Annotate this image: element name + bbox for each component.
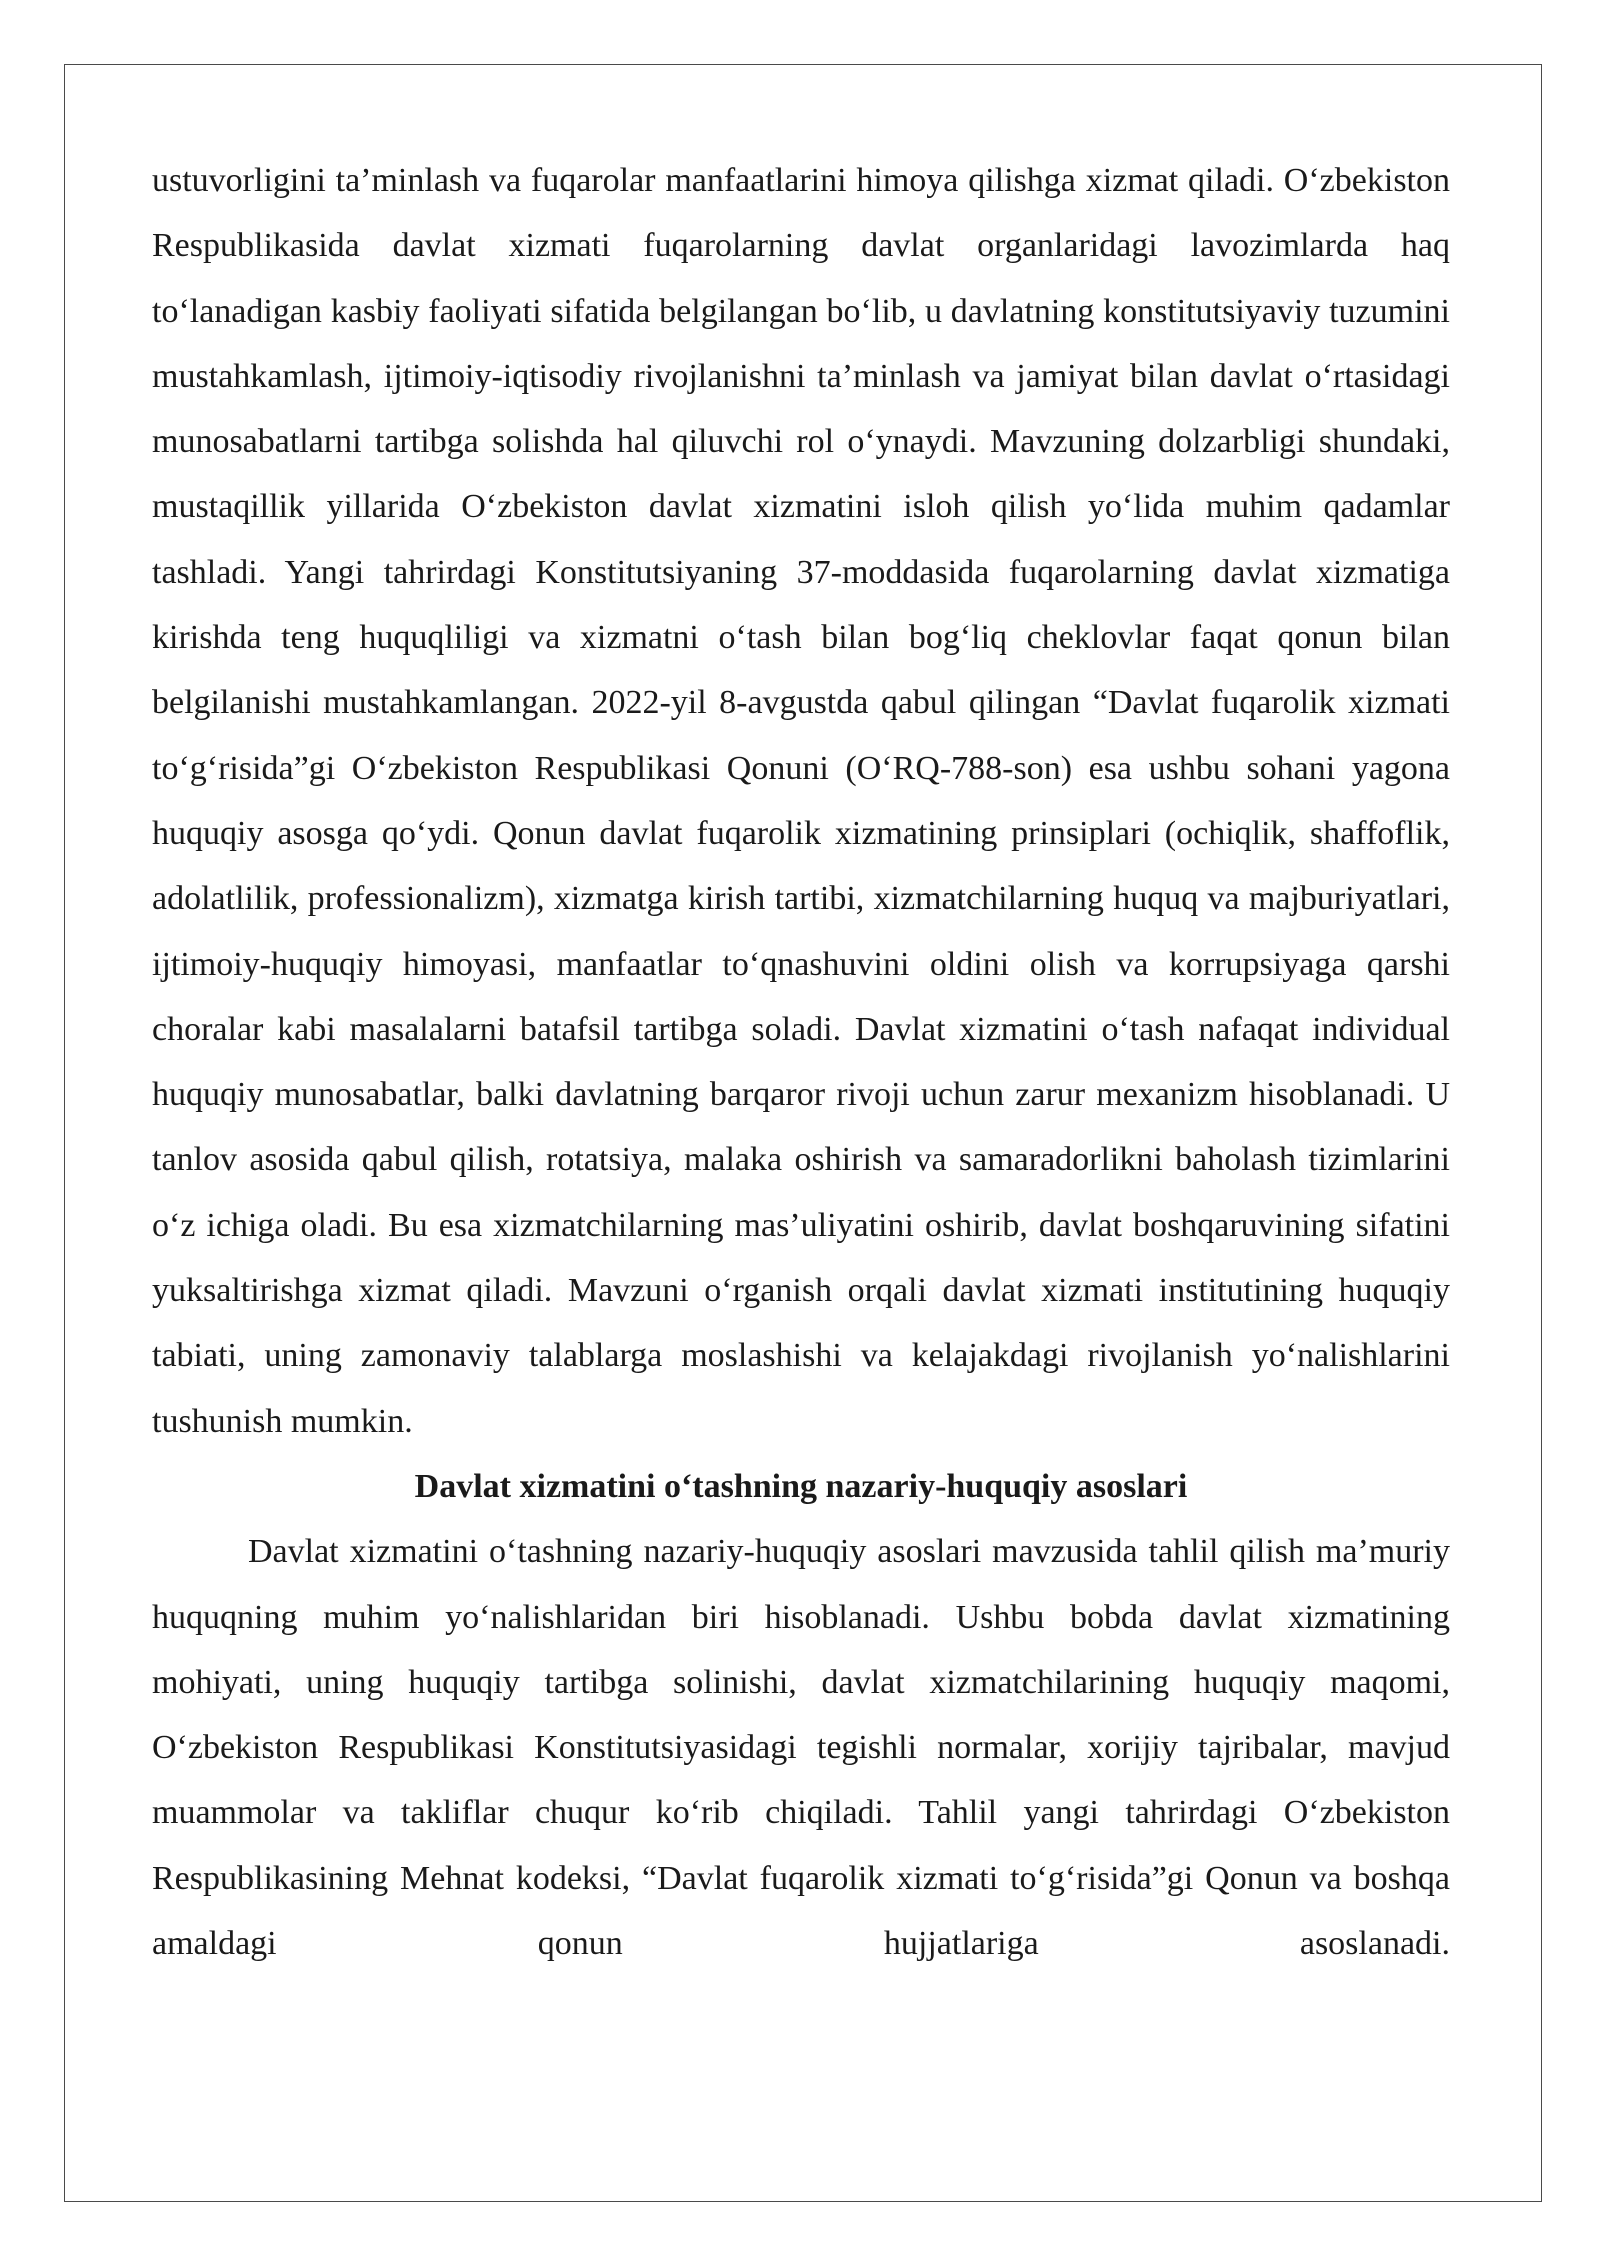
paragraph-intro: ustuvorligini ta’minlash va fuqarolar manfaatlarini himoya qilishga xizmat qiladi. O‘zbekiston Respublikasida davlat xizmati fuqarolarning davlat organlaridagi lavozimlarda haq to‘lanadigan kasbiy faoliyati sifatida belgilangan bo‘lib, u davlatning konstitutsiyaviy tuzumini mustahkamlash, ijtimoiy-iqtisodiy rivojlanishni ta’minlash va jamiyat bilan davlat o‘rtasidagi munosabatlarni tartibga solishda hal qiluvchi rol o‘ynaydi. Mavzuning dolzarbligi shundaki, mustaqillik yillarida O‘zbekiston davlat xizmatini isloh qilish yo‘lida muhim qadamlar tashladi. Yangi tahrirdagi Konstitutsiyaning 37-moddasida fuqarolarning davlat xizmatiga kirishda teng huquqliligi va xizmatni o‘tash bilan bog‘liq cheklovlar faqat qonun bilan belgilanishi mustahkamlangan. 2022-yil 8-avgustda qabul qilingan “Davlat fuqarolik xizmati to‘g‘risida”gi O‘zbekiston Respublikasi Qonuni (O‘RQ-788-son) esa ushbu sohani yagona huquqiy asosga qo‘ydi. Qonun davlat fuqarolik xizmatining prinsiplari (ochiqlik, shaffoflik, adolatlilik, professionalizm), xizmatga kirish tartibi, xizmatchilarning huquq va majburiyatlari, ijtimoiy-huquqiy himoyasi, manfaatlar to‘qnashuvini oldini olish va korrupsiyaga qarshi choralar kabi masalalarni batafsil tartibga soladi. Davlat xizmatini o‘tash nafaqat individual huquqiy munosabatlar, balki davlatning barqaror rivoji uchun zarur mexanizm hisoblanadi. U tanlov asosida qabul qilish, rotatsiya, malaka oshirish va samaradorlikni baholash tizimlarini o‘z ichiga oladi. Bu esa xizmatchilarning mas’uliyatini oshirib, davlat boshqaruvining sifatini yuksaltirishga xizmat qiladi. Mavzuni o‘rganish orqali davlat xizmati institutining huquqiy tabiati, uning zamonaviy talablarga moslashishi va kelajakdagi rivojlanish yo‘nalishlarini tushunish mumkin. <box>152 162 1450 1440</box>
section-heading: Davlat xizmatini o‘tashning nazariy-huquqiy asoslari <box>414 1467 1188 1505</box>
paragraph-section-start: Davlat xizmatini o‘tashning nazariy-huquqiy asoslari mavzusida tahlil qilish ma’muriy huquqning muhim yo‘nalishlaridan biri hisoblanadi. Ushbu bobda davlat xizmatining mohiyati, uning huquqiy tartibga solinishi, davlat xizmatchilarining huquqiy maqomi, O‘zbekiston Respublikasi Konstitutsiyasidagi tegishli normalar, xorijiy tajribalar, mavjud muammolar va takliflar chuqur ko‘rib chiqiladi. Tahlil yangi tahrirdagi O‘zbekiston Respublikasining Mehnat kodeksi, “Davlat fuqarolik xizmati to‘g‘risida”gi Qonun va boshqa amaldagi qonun hujjatlariga asoslanadi. <box>152 1533 1450 1963</box>
document-body <box>152 148 1450 1976</box>
